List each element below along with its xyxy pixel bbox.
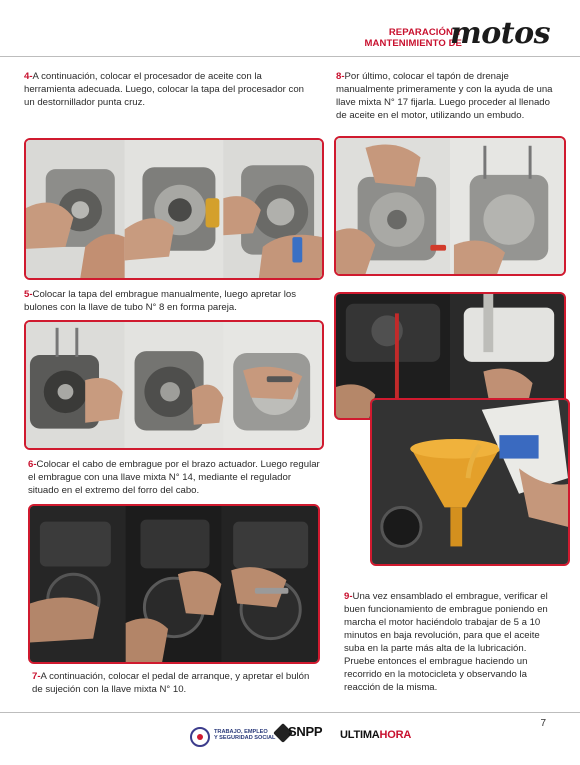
ultimahora-part-a: ULTIMA — [340, 729, 380, 741]
step-5-photo — [24, 320, 324, 450]
step-number: 9- — [344, 591, 353, 602]
header-divider — [0, 56, 580, 57]
step-description: Una vez ensamblado el embrague, verificar el buen funcionamiento de embrague poniendo en marcha el motor haciéndolo trabajar de 5 a 10 minutos en baja revolución, para que el aceite suba en la parte más alta de la lubricación. Pruebe entonces el embrague haciendo un recorrido en la motocicleta y observando la reacción de la misma. — [344, 591, 548, 693]
step-4-photo — [24, 138, 324, 280]
step-number: 6- — [28, 459, 37, 470]
step-8-photo — [334, 136, 566, 276]
page-header — [0, 0, 580, 58]
step-number: 5- — [24, 289, 33, 300]
section-subtitle — [365, 27, 462, 49]
step-number: 7- — [32, 671, 41, 682]
oil-funnel-photo-illustration — [372, 400, 568, 564]
step-number: 4- — [24, 71, 33, 82]
page-number: 7 — [540, 718, 546, 729]
step-description: Por último, colocar el tapón de drenaje manualmente primeramente y con la ayuda de una llave mixta N° 17 fijarla. Luego proceder al llenado de aceite en el motor, utilizando un embudo. — [336, 71, 553, 121]
step-6-text — [28, 458, 324, 497]
subtitle-line-1: REPARACIÓN Y — [388, 27, 462, 38]
footer-divider — [0, 712, 580, 713]
step-5-photo-illustration — [26, 322, 322, 448]
step-5-text — [24, 288, 324, 314]
ministry-logo — [190, 725, 290, 751]
ultimahora-logo — [340, 729, 411, 741]
oil-funnel-photo — [370, 398, 570, 566]
step-description: Colocar la tapa del embrague manualmente, luego apretar los bulones con la llave de tubo N° 8 en forma pareja. — [24, 289, 296, 313]
step-8-text — [336, 70, 558, 122]
ministry-line-1: TRABAJO, EMPLEO — [214, 729, 268, 735]
footer-logos — [0, 722, 580, 758]
step-description: A continuación, colocar el procesador de aceite con la herramienta adecuada. Luego, colocar la tapa del procesador con un destornillador punta cruz. — [24, 71, 305, 108]
step-8-photo-illustration — [336, 138, 564, 274]
national-seal-icon — [190, 727, 210, 747]
ultimahora-part-b: HORA — [379, 729, 412, 741]
ministry-line-2: Y SEGURIDAD SOCIAL — [214, 735, 276, 742]
step-description: Colocar el cabo de embrague por el brazo actuador. Luego regular el embrague con una llave mixta N° 14, mediante el regulador situado en el extremo del forro del cabo. — [28, 459, 320, 496]
step-9-text — [344, 590, 554, 694]
section-title: motos — [449, 16, 550, 51]
step-7-photo-illustration — [30, 506, 318, 662]
step-7-text — [32, 670, 322, 696]
step-7-photo — [28, 504, 320, 664]
snpp-logo — [276, 724, 326, 754]
step-4-text — [24, 70, 314, 109]
step-number: 8- — [336, 71, 345, 82]
step-4-photo-illustration — [26, 140, 322, 278]
subtitle-line-2: MANTENIMIENTO DE — [364, 38, 462, 49]
snpp-wordmark: SNPP — [288, 724, 323, 739]
step-description: A continuación, colocar el pedal de arranque, y apretar el bulón de sujeción con la llave mixta N° 10. — [32, 671, 310, 695]
